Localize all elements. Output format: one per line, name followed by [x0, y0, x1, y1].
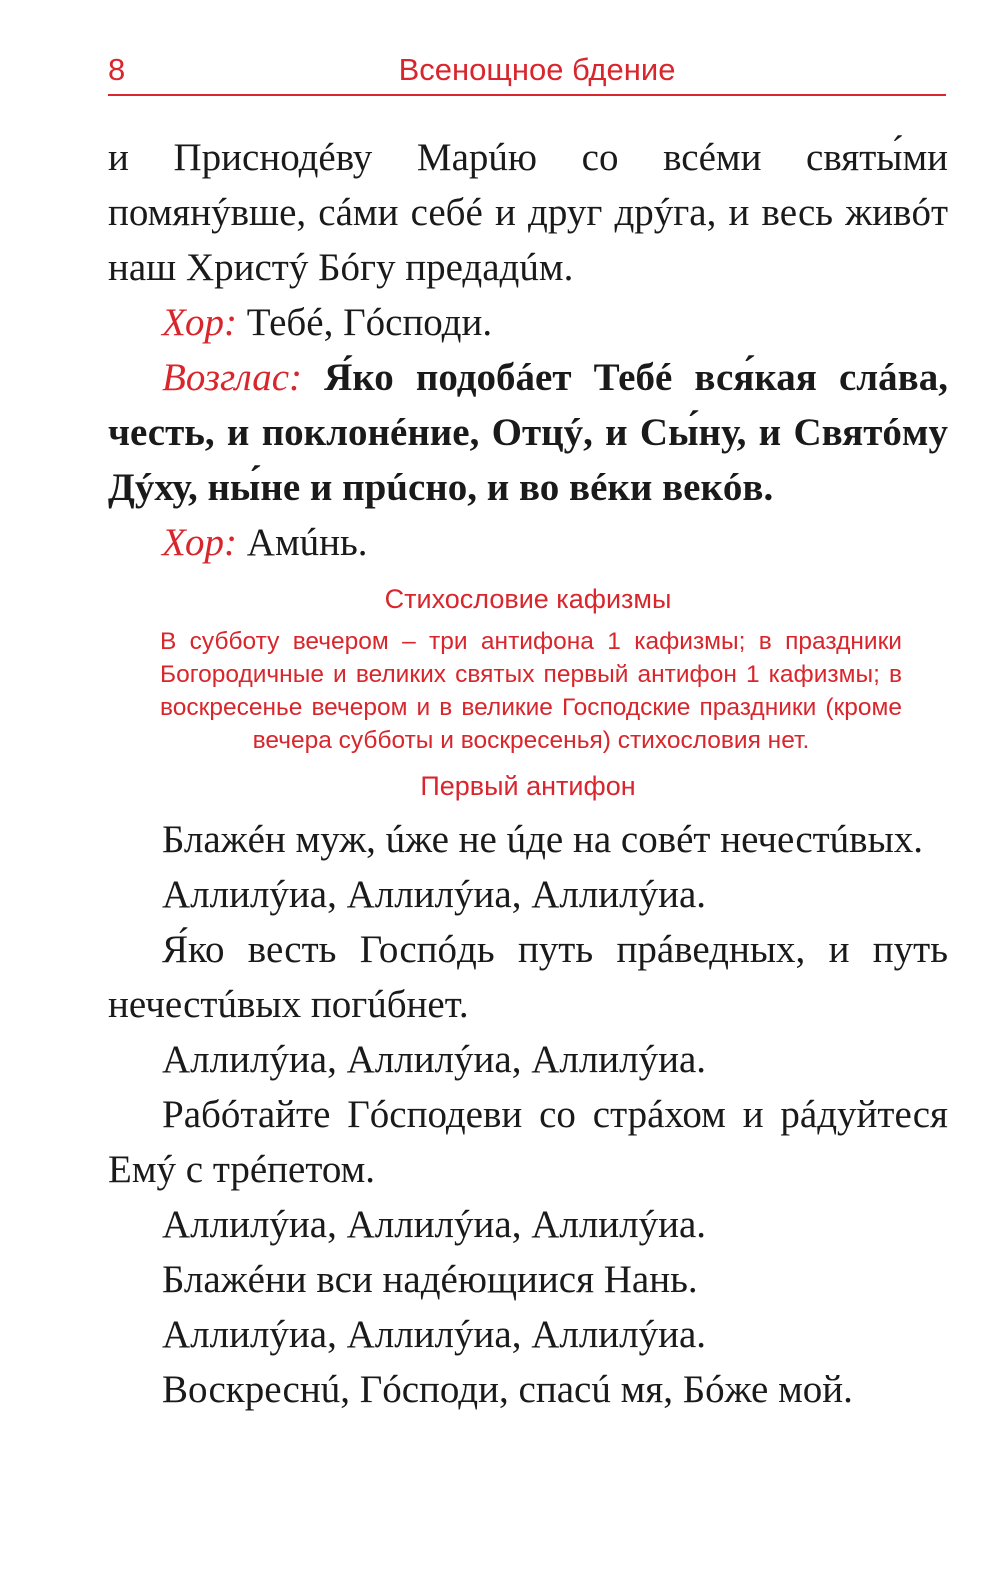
- alleluia-refrain: Аллилýиа, Аллилýиа, Аллилýиа.: [162, 1313, 707, 1356]
- exclamation: [108, 350, 948, 515]
- choir-text: Амúнь.: [237, 521, 368, 564]
- section-title: Стихословие кафизмы: [384, 584, 672, 614]
- rubric-note: В субботу вечером – три антифона 1 кафизмы; в праздники Богородичные и великих святых первый антифон 1 кафизмы; в воскресенье вечером и в великие Господские праздники (кроме вечера субботы и воскресенья) стихословия нет.: [160, 628, 902, 754]
- psalm-verse: Воскреснú, Гóсподи, спасú мя, Бóже мой.: [162, 1368, 853, 1411]
- psalm-verse: Рабóтайте Гóсподеви со стрáхом и рáдуйтеся Емý с трéпетом.: [108, 1093, 948, 1191]
- running-title: Всенощное бдение: [398, 52, 676, 87]
- paragraph-dedication: и Приснодéву Марúю со всéми святы́ми помянýвше, сáми себé и друг дрýга, и весь живóт наш Христý Бóгу предадúм.: [108, 136, 948, 289]
- exclamation-label: Возглас:: [162, 356, 303, 399]
- psalm-verse: Блажéн муж, úже не úде на совéт нечестúвых.: [162, 818, 924, 861]
- choir-label: Хор:: [162, 521, 238, 564]
- psalm-verse: Блажéни вси надéющиися Нань.: [162, 1258, 698, 1301]
- choir-label: Хор:: [162, 301, 238, 344]
- exclamation-text: Я́ко подобáет Тебé вся́кая слáва, честь, и поклонéние, Отцý, и Сы́ну, и Святóму Дýху, ны́не и прúсно, и во вéки векóв.: [108, 356, 948, 509]
- main-text: [108, 130, 948, 1417]
- psalm-verse: Я́ко весть Госпóдь путь прáведных, и путь нечестúвых погúбнет.: [108, 928, 948, 1026]
- choir-response-1: [108, 295, 948, 350]
- alleluia-refrain: Аллилýиа, Аллилýиа, Аллилýиа.: [162, 1203, 707, 1246]
- choir-text: Тебé, Гóсподи.: [237, 301, 493, 344]
- choir-response-2: [108, 515, 948, 570]
- running-header: [108, 46, 946, 96]
- alleluia-refrain: Аллилýиа, Аллилýиа, Аллилýиа.: [162, 873, 707, 916]
- antiphon-title: Первый антифон: [420, 771, 636, 801]
- page-number: 8: [108, 52, 126, 87]
- alleluia-refrain: Аллилýиа, Аллилýиа, Аллилýиа.: [162, 1038, 707, 1081]
